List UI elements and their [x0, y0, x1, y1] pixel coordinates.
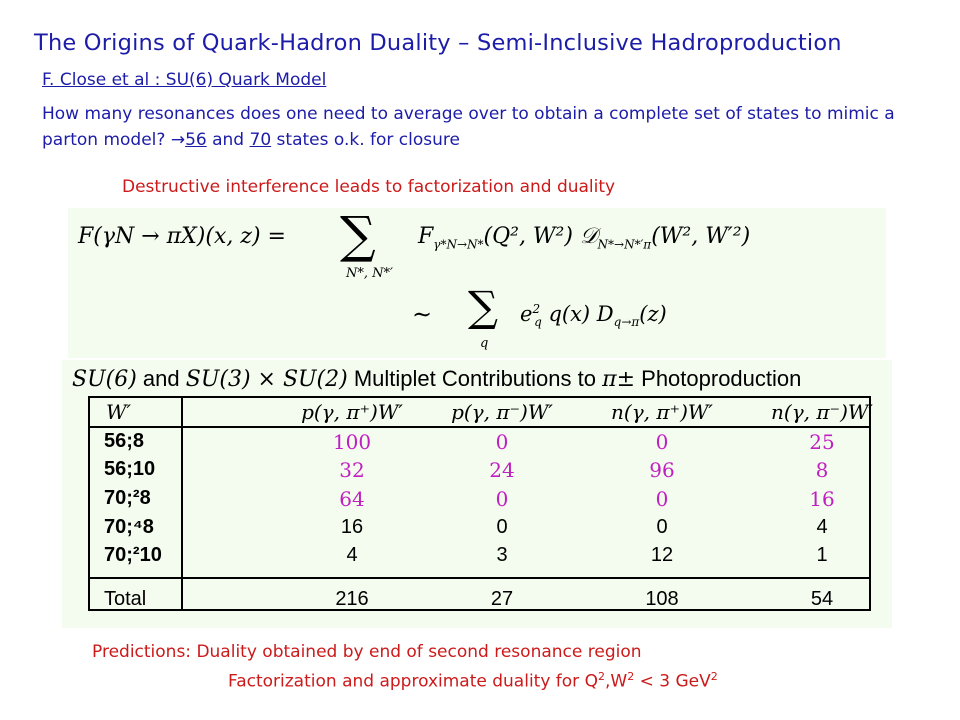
predictions-line1: Predictions: Duality obtained by end of second resonance region — [92, 642, 642, 662]
caption-su3su2: SU(3) × SU(2) — [185, 367, 348, 392]
term1-args: (Q², W²) — [483, 224, 573, 249]
table-cell: 0 — [655, 430, 669, 454]
table-cell: 0 — [656, 516, 668, 538]
term1-subscript: γ*N→N* — [433, 237, 484, 252]
question-end: states o.k. for closure — [271, 130, 460, 150]
number-70: 70 — [249, 130, 272, 150]
caption-pi: π± — [602, 367, 636, 392]
sum1-subscript: N*, N*′ — [346, 266, 393, 281]
total-label: Total — [104, 588, 147, 610]
column-header: p(γ, π⁻)W′ — [451, 400, 553, 424]
number-56: 56 — [185, 130, 207, 150]
total-divider — [90, 577, 869, 579]
sup-q2: 2 — [597, 670, 605, 683]
arrow-icon: → — [170, 130, 186, 150]
rhs-sub: q — [534, 315, 542, 330]
table-cell: 25 — [809, 430, 835, 454]
total-cell: 108 — [645, 588, 679, 610]
total-cell: 54 — [810, 588, 834, 610]
table-cell: 12 — [650, 544, 674, 566]
table-cell: 8 — [815, 458, 829, 482]
table-cell: 3 — [496, 544, 508, 566]
rhs-rest: q(x) D — [548, 302, 614, 326]
rhs-sub2: q→π — [613, 315, 640, 330]
table-cell: 0 — [496, 516, 508, 538]
table-cell: 4 — [346, 544, 358, 566]
interference-note: Destructive interference leads to factorization and duality — [122, 177, 616, 197]
table-cell: 24 — [489, 458, 515, 482]
caption-end: Photoproduction — [641, 366, 802, 391]
row-label: 56;8 — [104, 430, 145, 452]
column-header: W′ — [106, 400, 132, 424]
table-cell: 32 — [339, 458, 365, 482]
table-cell: 96 — [649, 458, 675, 482]
term2-subscript: N*→N*′π — [597, 237, 652, 252]
formula-lhs: F(γN → πX)(x, z) = — [78, 224, 286, 249]
table-cell: 1 — [816, 544, 828, 566]
sum2-icon: ∑ — [468, 282, 498, 331]
tilde-symbol: ∼ — [412, 300, 433, 328]
header-divider — [90, 426, 869, 428]
formula-box — [68, 208, 886, 358]
table-cell: 0 — [655, 487, 669, 511]
sup-gev2: 2 — [710, 670, 718, 683]
caption-and: and — [142, 366, 180, 391]
rhs-sup: 2 — [532, 302, 541, 316]
table-cell: 64 — [339, 487, 365, 511]
subtitle: F. Close et al : SU(6) Quark Model — [42, 70, 327, 90]
table-cell: 0 — [495, 487, 509, 511]
column-header: n(γ, π⁺)W′ — [611, 400, 713, 424]
table-caption — [72, 366, 801, 392]
term1-symbol: F — [418, 224, 434, 249]
predictions-part-b: ,W — [604, 671, 628, 692]
total-cell: 27 — [490, 588, 514, 610]
row-label: 56;10 — [104, 458, 156, 480]
question-text — [42, 101, 922, 153]
predictions-part-c: < 3 GeV — [634, 671, 711, 692]
term2-symbol: 𝒟 — [579, 224, 598, 249]
column-header: p(γ, π⁺)W′ — [301, 400, 403, 424]
term2-args: (W², W′²) — [651, 224, 751, 249]
question-part1: How many resonances does one need to average over to obtain a complete set of states to mimic a parton model? — [42, 104, 895, 150]
row-label: 70;⁴8 — [104, 516, 154, 538]
table-cell: 16 — [340, 516, 364, 538]
predictions-part-a: Factorization and approximate duality for Q — [228, 671, 598, 692]
caption-mid: Multiplet Contributions to — [353, 366, 596, 391]
total-cell: 216 — [335, 588, 369, 610]
sum2-subscript: q — [480, 336, 489, 351]
caption-su6: SU(6) — [72, 367, 137, 392]
table-cell: 16 — [809, 487, 835, 511]
rhs-args: (z) — [639, 302, 667, 326]
row-label: 70;²10 — [104, 544, 162, 566]
formula-term1 — [418, 224, 750, 251]
table-cell: 100 — [332, 430, 372, 454]
formula-rhs — [520, 302, 667, 329]
table-cell: 4 — [816, 516, 828, 538]
predictions-line2 — [228, 670, 718, 692]
sup-w2: 2 — [627, 670, 635, 683]
slide-title: The Origins of Quark-Hadron Duality – Semi-Inclusive Hadroproduction — [34, 30, 842, 56]
question-mid: and — [206, 130, 250, 150]
sum-icon: ∑ — [340, 206, 376, 264]
multiplet-table-box — [62, 360, 892, 628]
row-label: 70;²8 — [104, 487, 151, 509]
column-header: n(γ, π⁻)W′ — [771, 400, 873, 424]
table-cell: 0 — [495, 430, 509, 454]
rhs-e: e — [520, 302, 533, 326]
